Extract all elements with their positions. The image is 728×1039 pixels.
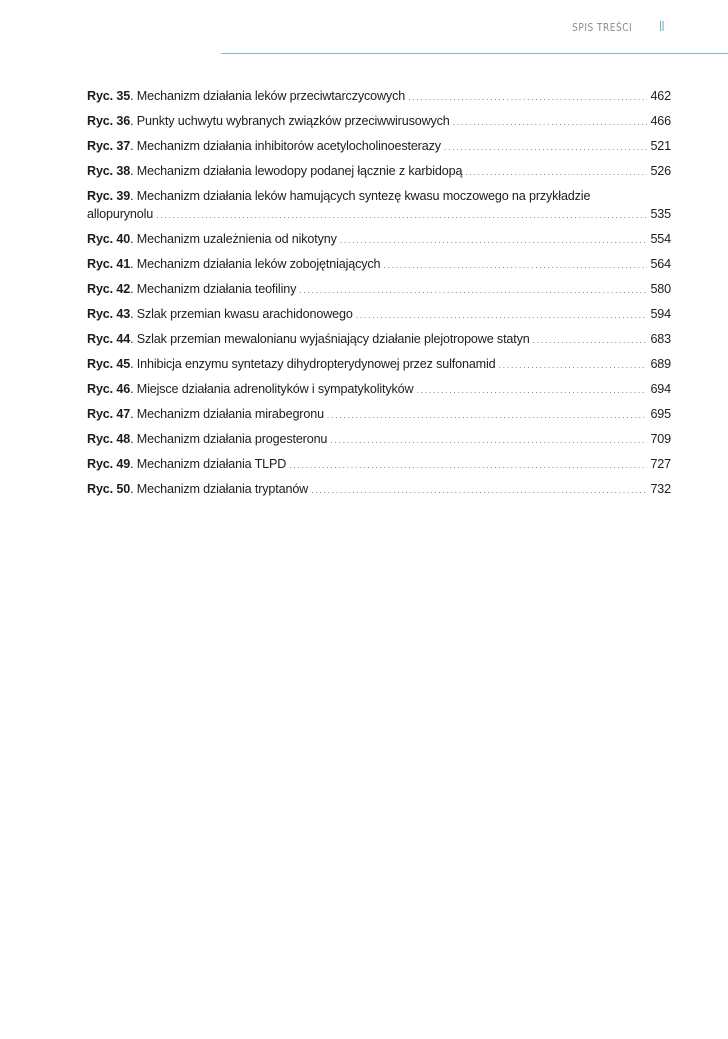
dot-leader (499, 356, 648, 374)
toc-entry (87, 455, 671, 474)
toc-entry-line (87, 380, 671, 399)
toc-entry-text: Ryc. 41. Mechanizm działania leków zobojętniających (87, 257, 381, 271)
section-title: SPIS TREŚCI (572, 21, 633, 34)
page-ref: 580 (650, 282, 671, 296)
toc-entry (87, 230, 671, 249)
figure-title-continuation: allopurynolu (87, 207, 154, 221)
dot-leader (408, 88, 647, 106)
figure-label: Ryc. 47 (87, 407, 131, 421)
toc-entry-text: Ryc. 37. Mechanizm działania inhibitorów acetylocholinoesterazy (87, 139, 441, 153)
dot-leader (156, 206, 647, 224)
page-ref: 564 (650, 257, 671, 271)
page-ref: 535 (650, 207, 671, 221)
page-ref: 689 (650, 357, 671, 371)
toc-entry-line (87, 480, 671, 499)
toc-entry-second-line (87, 205, 671, 224)
page-ref: 694 (650, 382, 671, 396)
figure-title: Szlak przemian mewalonianu wyjaśniający działanie plejotropowe statyn (136, 332, 530, 346)
toc-entry (87, 112, 671, 131)
figure-title: Mechanizm działania tryptanów (136, 482, 309, 496)
toc-entry-line (87, 430, 671, 449)
page-ref: 732 (650, 482, 671, 496)
toc-entry (87, 137, 671, 156)
figure-title: Mechanizm działania leków zobojętniających (136, 257, 381, 271)
toc-entry-text: Ryc. 45. Inhibicja enzymu syntetazy dihydropterydynowej przez sulfonamid (87, 357, 496, 371)
toc-entry-text: Ryc. 38. Mechanizm działania lewodopy podanej łącznie z karbidopą (87, 164, 463, 178)
toc-entry-text: Ryc. 47. Mechanizm działania mirabegronu (87, 407, 324, 421)
dot-leader (289, 456, 647, 474)
figure-label: Ryc. 35 (87, 89, 131, 103)
toc-entry (87, 280, 671, 299)
figure-title: Mechanizm działania leków hamujących syntezę kwasu moczowego na przykładzie (136, 189, 591, 203)
figure-title: Miejsce działania adrenolityków i sympatykolityków (136, 382, 414, 396)
toc-entry-text: Ryc. 49. Mechanizm działania TLPD (87, 457, 287, 471)
figure-label: Ryc. 41 (87, 257, 131, 271)
toc-entry-first-line: Ryc. 39. Mechanizm działania leków hamujących syntezę kwasu moczowego na przykładzie (87, 189, 591, 203)
page-ref: 709 (650, 432, 671, 446)
toc-entry-text: Ryc. 42. Mechanizm działania teofiliny (87, 282, 297, 296)
dot-leader (330, 431, 647, 449)
figure-label: Ryc. 44 (87, 332, 131, 346)
toc-entry (87, 480, 671, 499)
dot-leader (533, 331, 648, 349)
toc-entry (87, 305, 671, 324)
page-ref: 462 (650, 89, 671, 103)
figure-title: Mechanizm działania mirabegronu (136, 407, 324, 421)
dot-leader (356, 306, 648, 324)
dot-leader (383, 256, 647, 274)
figure-label: Ryc. 49 (87, 457, 131, 471)
toc-entry-line (87, 455, 671, 474)
running-header (559, 20, 666, 35)
toc-entry (87, 162, 671, 181)
page-ref: 521 (650, 139, 671, 153)
header-rule (221, 53, 728, 54)
figure-title: Szlak przemian kwasu arachidonowego (136, 307, 353, 321)
toc-entry-text: Ryc. 44. Szlak przemian mewalonianu wyjaśniający działanie plejotropowe statyn (87, 332, 530, 346)
page-number: II (659, 20, 665, 35)
dot-leader (444, 138, 648, 156)
figure-label: Ryc. 40 (87, 232, 131, 246)
page-ref: 695 (650, 407, 671, 421)
figure-label: Ryc. 50 (87, 482, 131, 496)
toc-entry (87, 430, 671, 449)
page-ref: 727 (650, 457, 671, 471)
toc-entry-line (87, 405, 671, 424)
figure-title: Mechanizm działania TLPD (136, 457, 287, 471)
toc-entry-line (87, 230, 671, 249)
figure-label: Ryc. 46 (87, 382, 131, 396)
page-ref: 594 (650, 307, 671, 321)
toc-entry-text: Ryc. 43. Szlak przemian kwasu arachidonowego (87, 307, 353, 321)
figure-title: Mechanizm działania progesteronu (136, 432, 328, 446)
toc-entry-text: Ryc. 40. Mechanizm uzależnienia od nikotyny (87, 232, 337, 246)
figure-label: Ryc. 42 (87, 282, 131, 296)
figure-title: Mechanizm działania leków przeciwtarczycowych (136, 89, 406, 103)
toc-entry-line (87, 137, 671, 156)
toc-entry-line (87, 305, 671, 324)
toc-entry (87, 330, 671, 349)
figure-label: Ryc. 43 (87, 307, 131, 321)
dot-leader (465, 163, 647, 181)
toc-entry-line (87, 280, 671, 299)
dot-leader (416, 381, 647, 399)
figure-label: Ryc. 36 (87, 114, 131, 128)
toc-entry-line (87, 112, 671, 131)
page-ref: 683 (650, 332, 671, 346)
figure-title: Mechanizm uzależnienia od nikotyny (136, 232, 337, 246)
figure-title: Inhibicja enzymu syntetazy dihydropterydynowej przez sulfonamid (136, 357, 496, 371)
dot-leader (311, 481, 647, 499)
toc-entry-line (87, 162, 671, 181)
toc-entry-line (87, 355, 671, 374)
figure-list (87, 87, 671, 505)
dot-leader (327, 406, 648, 424)
toc-entry (87, 87, 671, 106)
figure-label: Ryc. 48 (87, 432, 131, 446)
toc-entry-text: Ryc. 48. Mechanizm działania progesteronu (87, 432, 328, 446)
figure-title: Punkty uchwytu wybranych związków przeciwwirusowych (136, 114, 450, 128)
page-ref: 526 (650, 164, 671, 178)
figure-title: Mechanizm działania lewodopy podanej łącznie z karbidopą (136, 164, 463, 178)
toc-entry-text: Ryc. 46. Miejsce działania adrenolityków i sympatykolityków (87, 382, 414, 396)
figure-label: Ryc. 38 (87, 164, 131, 178)
toc-entry (87, 187, 671, 224)
dot-leader (340, 231, 648, 249)
figure-label: Ryc. 39 (87, 189, 131, 203)
page-ref: 554 (650, 232, 671, 246)
dot-leader (453, 113, 648, 131)
dot-leader (299, 281, 647, 299)
toc-entry (87, 355, 671, 374)
figure-label: Ryc. 37 (87, 139, 131, 153)
toc-entry-line (87, 87, 671, 106)
toc-entry-line (87, 255, 671, 274)
toc-entry (87, 255, 671, 274)
toc-entry (87, 380, 671, 399)
toc-entry-line (87, 330, 671, 349)
toc-entry-text: Ryc. 50. Mechanizm działania tryptanów (87, 482, 309, 496)
page-ref: 466 (650, 114, 671, 128)
figure-label: Ryc. 45 (87, 357, 131, 371)
figure-title: Mechanizm działania inhibitorów acetylocholinoesterazy (136, 139, 441, 153)
toc-entry-text: Ryc. 35. Mechanizm działania leków przeciwtarczycowych (87, 89, 406, 103)
toc-entry-text: Ryc. 36. Punkty uchwytu wybranych związków przeciwwirusowych (87, 114, 450, 128)
figure-title: Mechanizm działania teofiliny (136, 282, 297, 296)
toc-entry (87, 405, 671, 424)
